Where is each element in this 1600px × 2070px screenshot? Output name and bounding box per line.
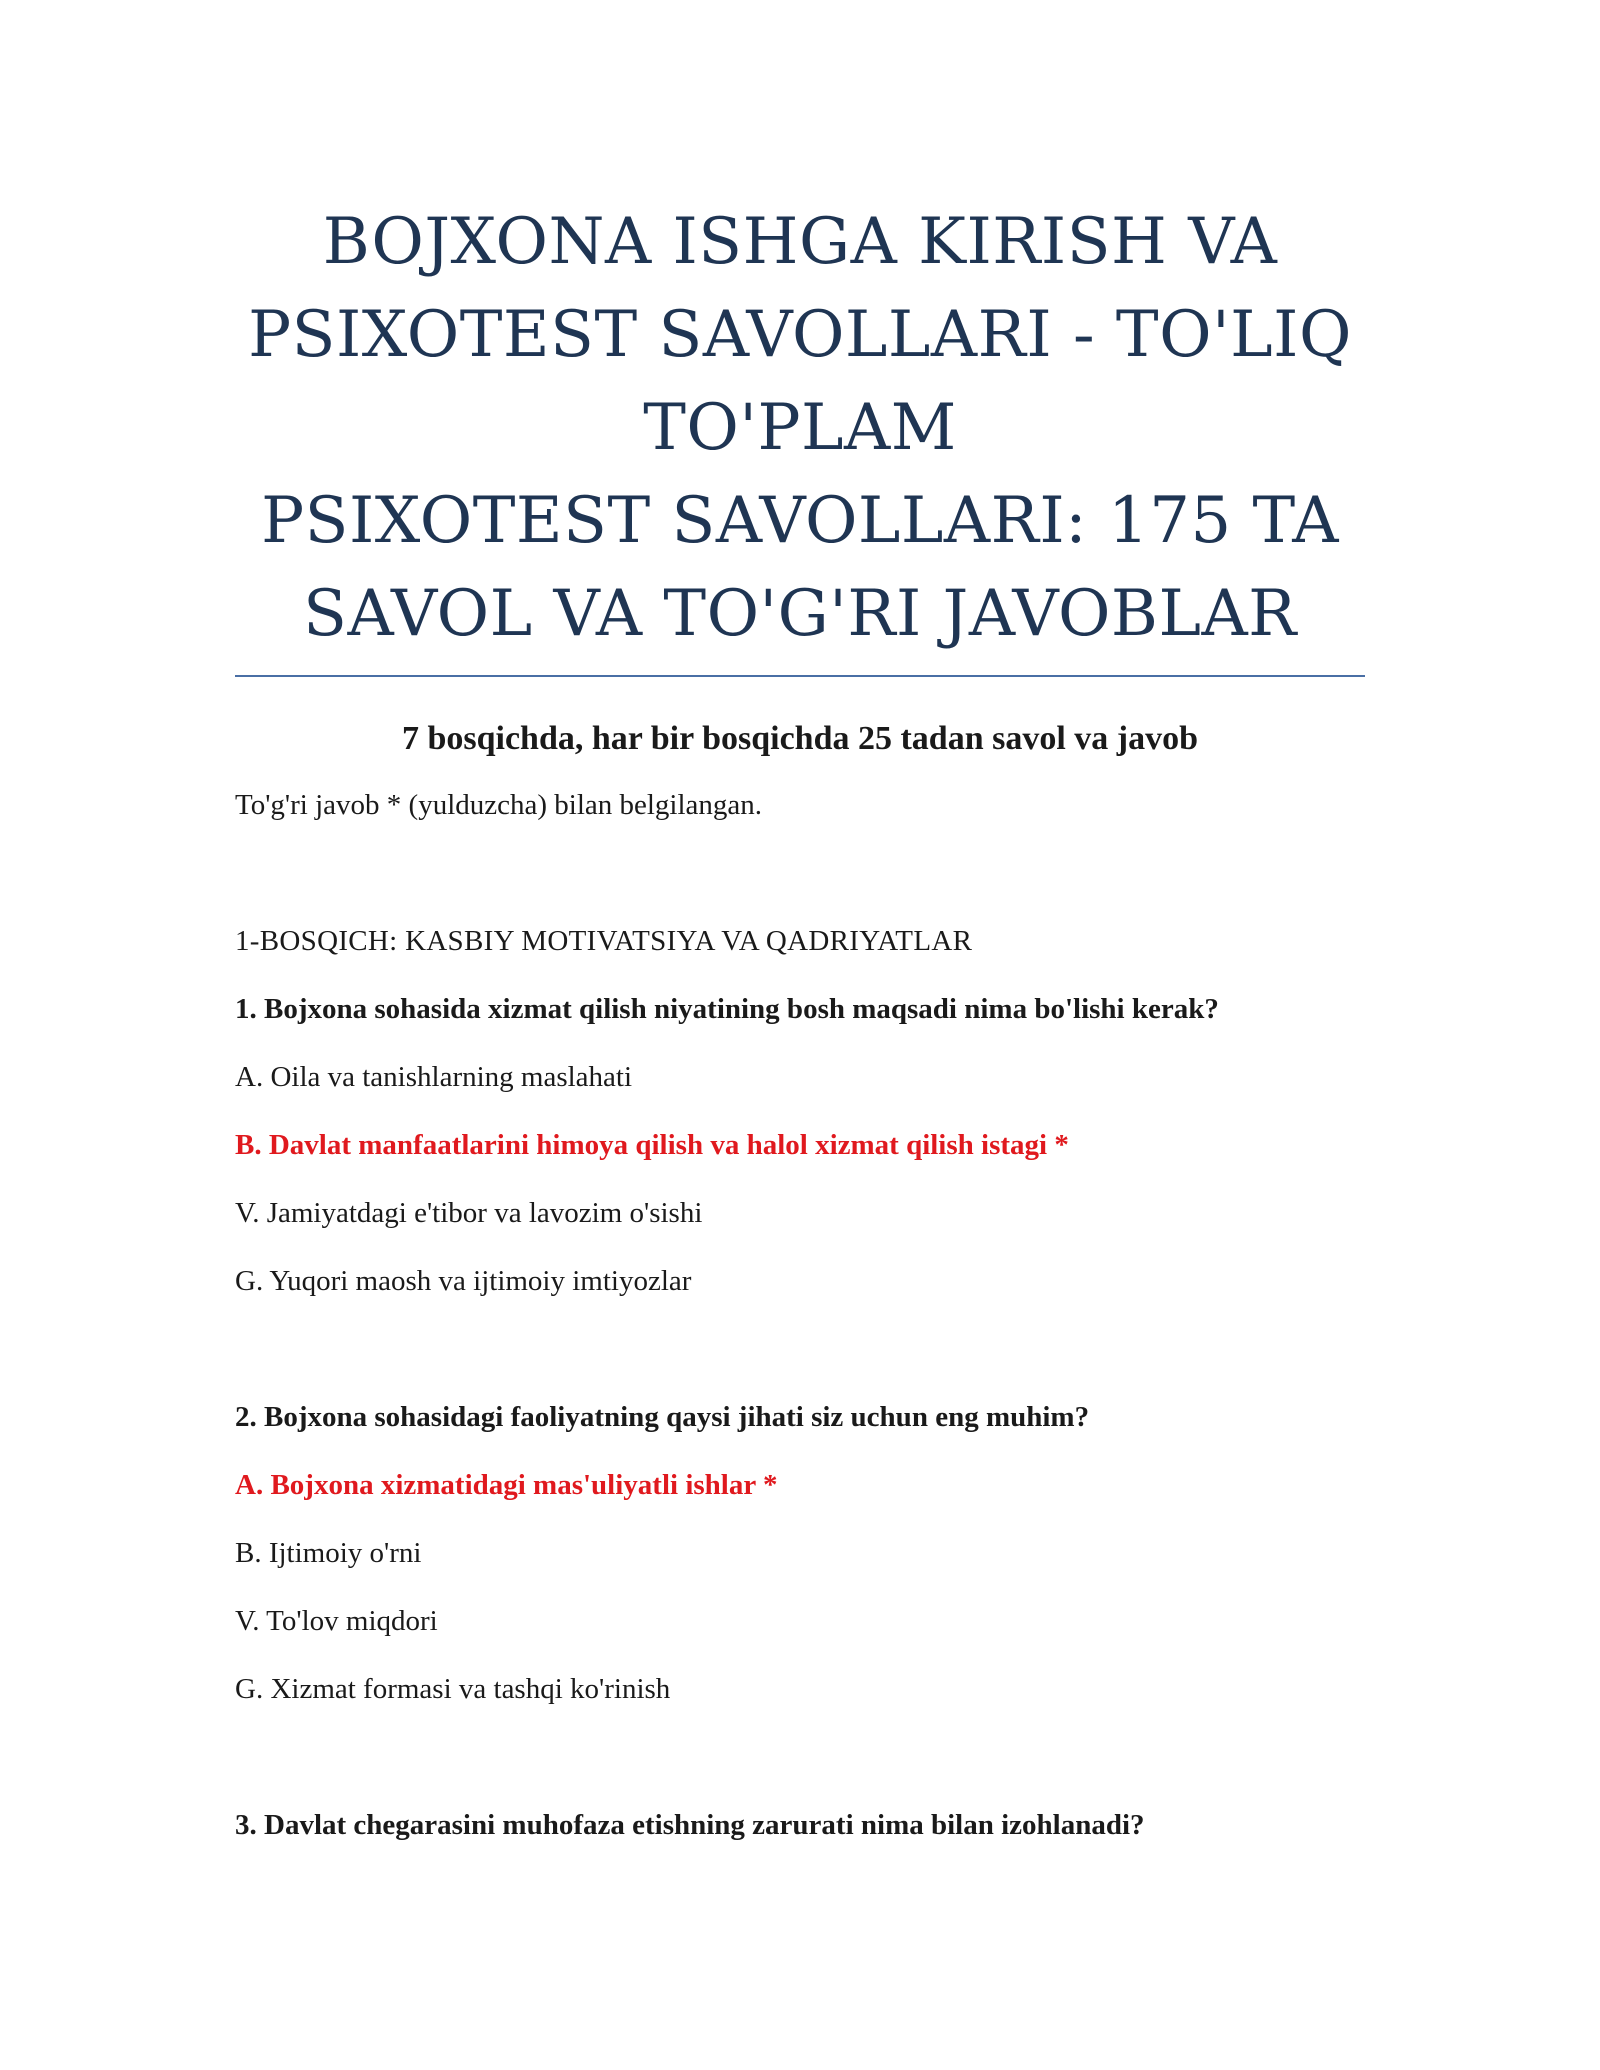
question-block <box>235 991 1365 1299</box>
question-block <box>235 1399 1365 1707</box>
title-line: PSIXOTEST SAVOLLARI: 175 TA <box>261 484 1339 558</box>
section-heading: 1-BOSQICH: KASBIY MOTIVATSIYA VA QADRIYATLAR <box>235 925 973 957</box>
answer-option: G. Yuqori maosh va ijtimoiy imtiyozlar <box>235 1265 692 1297</box>
title-line: SAVOL VA TO'G'RI JAVOBLAR <box>303 577 1297 651</box>
document-page <box>235 0 1365 1843</box>
answer-option-correct: A. Bojxona xizmatidagi mas'uliyatli ishlar * <box>235 1469 778 1501</box>
question-text: 3. Davlat chegarasini muhofaza etishning zarurati nima bilan izohlanadi? <box>235 1809 1145 1841</box>
document-title <box>235 0 1365 661</box>
document-subtitle: 7 bosqichda, har bir bosqichda 25 tadan savol va javob <box>401 720 1199 757</box>
title-line: PSIXOTEST SAVOLLARI - TO'LIQ <box>248 298 1352 372</box>
answer-option: B. Ijtimoiy o'rni <box>235 1537 422 1569</box>
title-line: BOJXONA ISHGA KIRISH VA <box>322 205 1278 279</box>
question-text: 2. Bojxona sohasidagi faoliyatning qaysi jihati siz uchun eng muhim? <box>235 1401 1090 1433</box>
answer-option-correct: B. Davlat manfaatlarini himoya qilish va halol xizmat qilish istagi * <box>235 1129 1069 1161</box>
question-text: 1. Bojxona sohasida xizmat qilish niyatining bosh maqsadi nima bo'lishi kerak? <box>235 993 1219 1025</box>
answer-option: G. Xizmat formasi va tashqi ko'rinish <box>235 1673 671 1705</box>
title-line: TO'PLAM <box>643 391 957 465</box>
question-block <box>235 1807 1365 1843</box>
answer-option: A. Oila va tanishlarning maslahati <box>235 1061 633 1093</box>
answer-option: V. Jamiyatdagi e'tibor va lavozim o'sishi <box>235 1197 703 1229</box>
title-divider <box>235 675 1365 677</box>
answer-key-note: To'g'ri javob * (yulduzcha) bilan belgilangan. <box>235 789 763 821</box>
answer-option: V. To'lov miqdori <box>235 1605 438 1637</box>
